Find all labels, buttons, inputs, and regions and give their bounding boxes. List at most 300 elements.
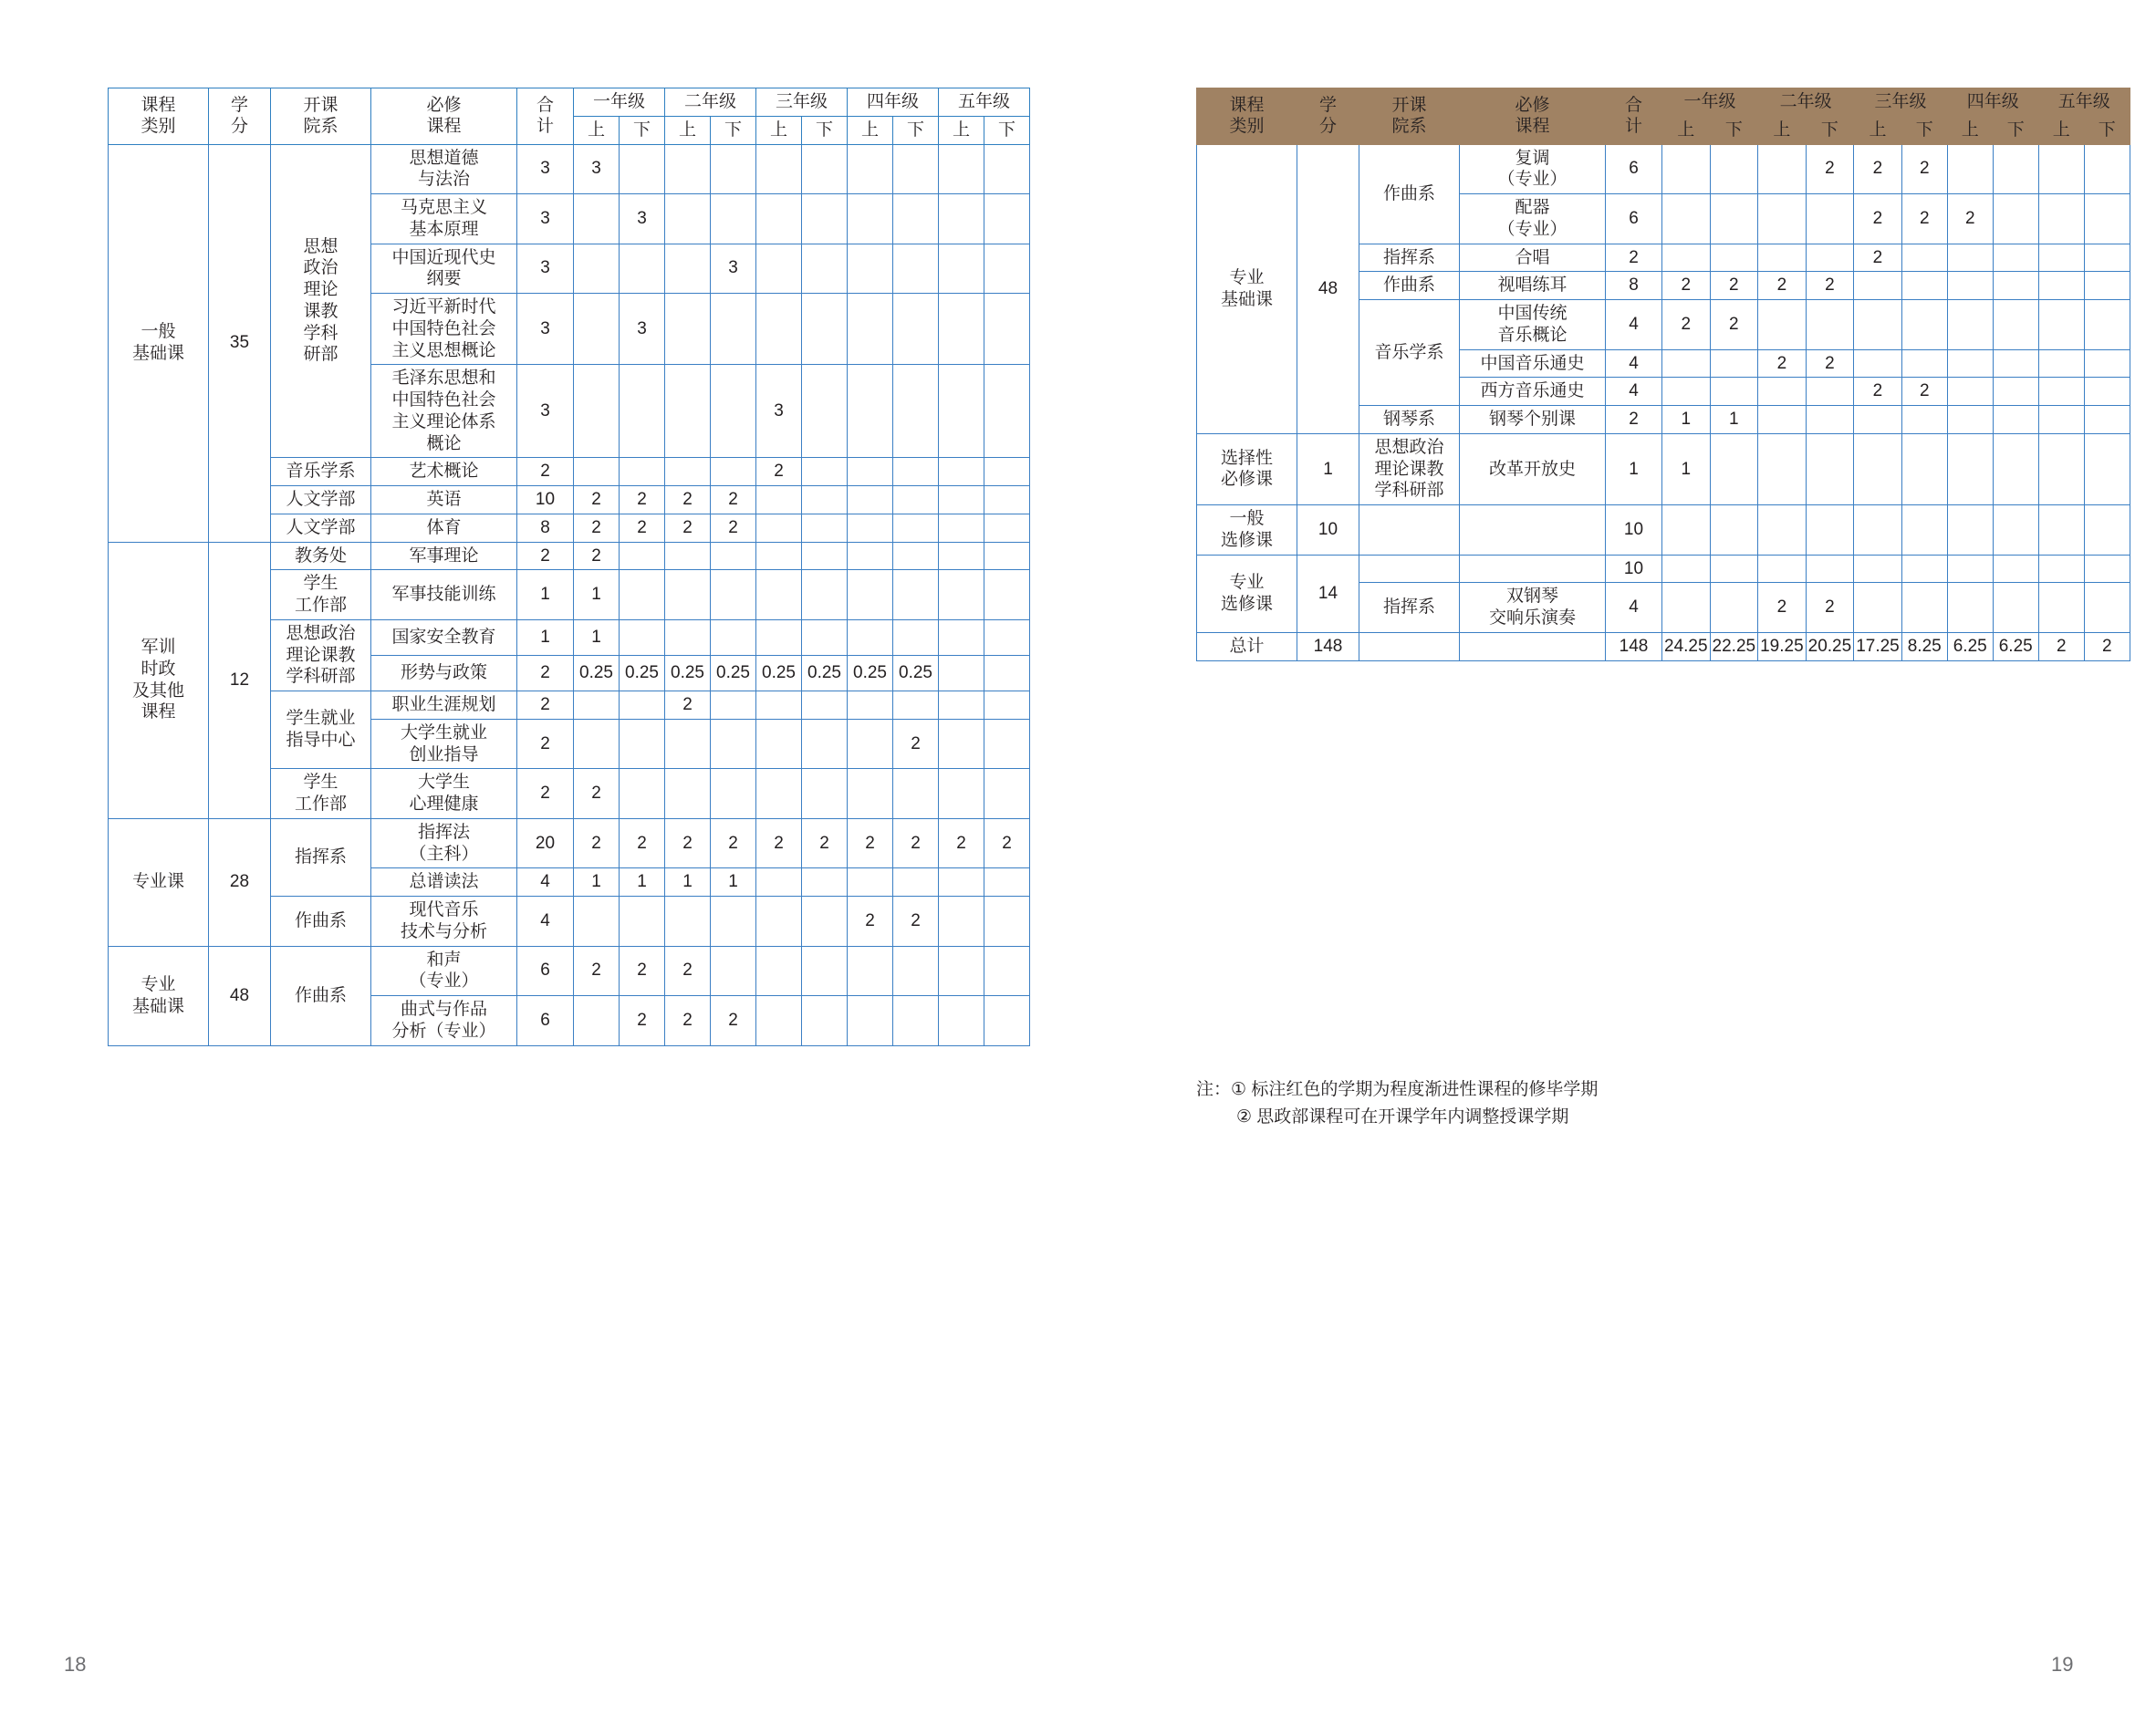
- header-term: 上: [939, 116, 984, 144]
- term-hours-cell: [1662, 505, 1711, 556]
- total-credits-cell: 3: [517, 294, 574, 365]
- term-hours-cell: 2: [665, 514, 711, 542]
- course-name-cell: 西方音乐通史: [1460, 378, 1606, 406]
- header-total: 合 计: [517, 88, 574, 145]
- term-hours-cell: [1947, 555, 1993, 583]
- term-hours-cell: 2: [756, 458, 802, 486]
- term-hours-cell: [1993, 378, 2038, 406]
- course-name-cell: 现代音乐 技术与分析: [371, 897, 517, 947]
- empty-cell: [1359, 632, 1460, 660]
- total-credits-cell: 2: [517, 769, 574, 819]
- term-hours-cell: [574, 365, 620, 458]
- header-total: 合 计: [1606, 88, 1662, 145]
- term-hours-cell: [756, 144, 802, 194]
- term-hours-cell: [756, 194, 802, 244]
- department-cell: 思想政治 理论课教 学科研部: [271, 619, 371, 691]
- term-hours-cell: [802, 365, 848, 458]
- term-hours-cell: [984, 719, 1030, 769]
- term-hours-cell: 2: [711, 818, 756, 868]
- term-hours-cell: [711, 769, 756, 819]
- total-credits-cell: 8: [517, 514, 574, 542]
- term-hours-cell: [1854, 406, 1902, 434]
- term-hours-cell: [2084, 244, 2130, 272]
- term-hours-cell: [802, 619, 848, 655]
- term-hours-cell: [1854, 555, 1902, 583]
- table-row: [109, 818, 1030, 868]
- term-hours-cell: [1947, 505, 1993, 556]
- term-hours-cell: [893, 996, 939, 1046]
- term-hours-cell: [1854, 272, 1902, 300]
- term-hours-cell: 2: [620, 818, 665, 868]
- term-hours-cell: [1993, 433, 2038, 504]
- table-body: [109, 144, 1030, 1045]
- term-hours-cell: [1806, 505, 1854, 556]
- term-hours-cell: [848, 868, 893, 897]
- curriculum-table-left: [108, 88, 1030, 1046]
- table-body: [1197, 144, 2130, 660]
- term-hours-cell: [2084, 505, 2130, 556]
- grand-total-cell: 148: [1606, 632, 1662, 660]
- term-hours-cell: [2038, 433, 2084, 504]
- term-hours-cell: [1854, 583, 1902, 633]
- term-hours-cell: [893, 486, 939, 514]
- table-row: [1197, 144, 2130, 194]
- term-hours-cell: [1710, 378, 1758, 406]
- course-name-cell: 配器 （专业）: [1460, 194, 1606, 244]
- term-hours-cell: 0.25: [665, 655, 711, 691]
- term-hours-cell: [665, 769, 711, 819]
- term-hours-cell: 3: [756, 365, 802, 458]
- header-year-4: 四年级: [848, 88, 939, 117]
- course-category-cell: 专业课: [109, 818, 209, 946]
- term-hours-cell: 2: [893, 719, 939, 769]
- table-notes: [1196, 1076, 1598, 1132]
- term-hours-cell: [1710, 194, 1758, 244]
- term-hours-cell: [802, 868, 848, 897]
- term-hours-cell: [2038, 244, 2084, 272]
- term-hours-cell: [756, 486, 802, 514]
- course-category-cell: 一般 基础课: [109, 144, 209, 542]
- term-total-cell: 20.25: [1806, 632, 1854, 660]
- credits-cell: 48: [209, 946, 271, 1045]
- term-hours-cell: [984, 868, 1030, 897]
- term-hours-cell: [1662, 349, 1711, 378]
- term-hours-cell: 2: [665, 996, 711, 1046]
- term-hours-cell: 0.25: [620, 655, 665, 691]
- header-term: 上: [848, 116, 893, 144]
- term-hours-cell: [574, 244, 620, 294]
- term-hours-cell: [984, 458, 1030, 486]
- department-cell: 音乐学系: [271, 458, 371, 486]
- term-hours-cell: [893, 144, 939, 194]
- course-name-cell: 毛泽东思想和 中国特色社会 主义理论体系 概论: [371, 365, 517, 458]
- course-category-cell: 一般 选修课: [1197, 505, 1297, 556]
- course-name-cell: 军事理论: [371, 542, 517, 570]
- term-hours-cell: [1947, 272, 1993, 300]
- header-term: 上: [756, 116, 802, 144]
- term-hours-cell: [1993, 194, 2038, 244]
- term-hours-cell: [665, 542, 711, 570]
- term-hours-cell: [984, 486, 1030, 514]
- total-credits-cell: 3: [517, 365, 574, 458]
- term-hours-cell: [1901, 583, 1947, 633]
- term-hours-cell: [984, 996, 1030, 1046]
- term-hours-cell: [984, 194, 1030, 244]
- term-hours-cell: [848, 244, 893, 294]
- course-name-cell: 大学生就业 创业指导: [371, 719, 517, 769]
- term-hours-cell: [574, 458, 620, 486]
- term-hours-cell: [848, 486, 893, 514]
- course-category-cell: 专业 选修课: [1197, 555, 1297, 632]
- course-name-cell: 形势与政策: [371, 655, 517, 691]
- term-hours-cell: [1710, 349, 1758, 378]
- department-cell: 指挥系: [1359, 244, 1460, 272]
- term-hours-cell: [1710, 505, 1758, 556]
- term-hours-cell: [1806, 194, 1854, 244]
- total-row: [1197, 632, 2130, 660]
- term-hours-cell: 2: [1854, 244, 1902, 272]
- department-cell: 钢琴系: [1359, 406, 1460, 434]
- term-hours-cell: [620, 769, 665, 819]
- empty-cell: [1460, 632, 1606, 660]
- term-total-cell: 2: [2038, 632, 2084, 660]
- term-hours-cell: [939, 897, 984, 947]
- course-name-cell: 视唱练耳: [1460, 272, 1606, 300]
- course-name-cell: 军事技能训练: [371, 570, 517, 620]
- term-hours-cell: [848, 144, 893, 194]
- term-hours-cell: [1901, 406, 1947, 434]
- term-hours-cell: [893, 294, 939, 365]
- term-hours-cell: [2084, 194, 2130, 244]
- term-hours-cell: [893, 458, 939, 486]
- term-hours-cell: [1947, 300, 1993, 350]
- term-hours-cell: [711, 719, 756, 769]
- course-name-cell: [1460, 555, 1606, 583]
- term-hours-cell: [1662, 244, 1711, 272]
- term-hours-cell: [939, 144, 984, 194]
- term-hours-cell: [574, 996, 620, 1046]
- term-hours-cell: 2: [1758, 349, 1807, 378]
- term-hours-cell: [893, 514, 939, 542]
- term-hours-cell: [756, 514, 802, 542]
- term-hours-cell: 2: [711, 514, 756, 542]
- course-category-cell: 选择性 必修课: [1197, 433, 1297, 504]
- term-hours-cell: [1901, 272, 1947, 300]
- term-hours-cell: [984, 244, 1030, 294]
- term-hours-cell: 0.25: [574, 655, 620, 691]
- term-hours-cell: 1: [1710, 406, 1758, 434]
- course-name-cell: 总谱读法: [371, 868, 517, 897]
- term-hours-cell: [756, 619, 802, 655]
- table-header-row-1: [1197, 88, 2130, 117]
- term-hours-cell: [711, 294, 756, 365]
- term-hours-cell: [848, 691, 893, 720]
- term-hours-cell: [984, 897, 1030, 947]
- term-hours-cell: 2: [620, 996, 665, 1046]
- term-hours-cell: [984, 514, 1030, 542]
- header-department: 开课 院系: [271, 88, 371, 145]
- header-department: 开课 院系: [1359, 88, 1460, 145]
- term-hours-cell: [2038, 144, 2084, 194]
- term-hours-cell: [711, 946, 756, 996]
- term-hours-cell: [1854, 349, 1902, 378]
- term-hours-cell: 0.25: [802, 655, 848, 691]
- term-hours-cell: [620, 719, 665, 769]
- term-hours-cell: [1758, 300, 1807, 350]
- term-hours-cell: 1: [711, 868, 756, 897]
- total-credits-cell: 6: [1606, 144, 1662, 194]
- term-hours-cell: 2: [1901, 194, 1947, 244]
- term-hours-cell: [711, 194, 756, 244]
- term-hours-cell: [1662, 194, 1711, 244]
- term-hours-cell: [802, 294, 848, 365]
- term-hours-cell: [574, 294, 620, 365]
- header-term: 下: [1993, 116, 2038, 144]
- term-hours-cell: [2038, 300, 2084, 350]
- term-hours-cell: [1806, 244, 1854, 272]
- course-category-cell: 专业 基础课: [1197, 144, 1297, 433]
- credits-cell: 35: [209, 144, 271, 542]
- term-hours-cell: [1806, 300, 1854, 350]
- term-hours-cell: 1: [1662, 433, 1711, 504]
- total-credits-cell: 2: [517, 655, 574, 691]
- term-hours-cell: [665, 244, 711, 294]
- total-credits-cell: 4: [517, 897, 574, 947]
- term-hours-cell: [711, 619, 756, 655]
- term-hours-cell: [756, 719, 802, 769]
- term-hours-cell: [665, 719, 711, 769]
- course-name-cell: 中国音乐通史: [1460, 349, 1606, 378]
- course-name-cell: 习近平新时代 中国特色社会 主义思想概论: [371, 294, 517, 365]
- term-hours-cell: 2: [574, 486, 620, 514]
- term-hours-cell: [711, 458, 756, 486]
- header-year-1: 一年级: [1662, 88, 1758, 117]
- term-hours-cell: [984, 144, 1030, 194]
- term-hours-cell: 3: [620, 194, 665, 244]
- term-hours-cell: 2: [620, 486, 665, 514]
- term-hours-cell: 2: [711, 996, 756, 1046]
- term-hours-cell: 2: [848, 818, 893, 868]
- term-hours-cell: 2: [620, 514, 665, 542]
- term-total-cell: 2: [2084, 632, 2130, 660]
- term-hours-cell: [802, 194, 848, 244]
- term-hours-cell: [1947, 378, 1993, 406]
- term-hours-cell: [1758, 194, 1807, 244]
- header-term: 下: [893, 116, 939, 144]
- term-hours-cell: 2: [665, 486, 711, 514]
- term-hours-cell: [1758, 505, 1807, 556]
- term-hours-cell: [2038, 505, 2084, 556]
- term-hours-cell: 0.25: [756, 655, 802, 691]
- term-hours-cell: [2038, 583, 2084, 633]
- term-hours-cell: [665, 194, 711, 244]
- term-hours-cell: [893, 619, 939, 655]
- term-hours-cell: 1: [1662, 406, 1711, 434]
- header-year-3: 三年级: [1854, 88, 1948, 117]
- department-cell: 作曲系: [271, 897, 371, 947]
- term-hours-cell: [802, 769, 848, 819]
- term-hours-cell: [756, 294, 802, 365]
- course-name-cell: 双钢琴 交响乐演奏: [1460, 583, 1606, 633]
- course-name-cell: 中国传统 音乐概论: [1460, 300, 1606, 350]
- term-hours-cell: [984, 570, 1030, 620]
- department-cell: 教务处: [271, 542, 371, 570]
- total-credits-cell: 3: [517, 194, 574, 244]
- term-hours-cell: [893, 570, 939, 620]
- term-hours-cell: [1806, 378, 1854, 406]
- course-name-cell: 马克思主义 基本原理: [371, 194, 517, 244]
- term-hours-cell: [2084, 555, 2130, 583]
- term-hours-cell: [939, 542, 984, 570]
- term-hours-cell: [711, 897, 756, 947]
- term-hours-cell: [711, 691, 756, 720]
- header-term: 上: [2038, 116, 2084, 144]
- term-hours-cell: [939, 365, 984, 458]
- term-hours-cell: [802, 719, 848, 769]
- term-hours-cell: 2: [1806, 272, 1854, 300]
- total-credits-cell: 2: [1606, 406, 1662, 434]
- header-term: 下: [711, 116, 756, 144]
- term-hours-cell: [665, 570, 711, 620]
- term-hours-cell: [2038, 555, 2084, 583]
- term-hours-cell: [893, 868, 939, 897]
- course-name-cell: 职业生涯规划: [371, 691, 517, 720]
- term-hours-cell: [1901, 505, 1947, 556]
- term-total-cell: 17.25: [1854, 632, 1902, 660]
- term-hours-cell: [802, 691, 848, 720]
- course-name-cell: 指挥法 （主科）: [371, 818, 517, 868]
- term-hours-cell: [939, 655, 984, 691]
- term-hours-cell: [802, 244, 848, 294]
- term-hours-cell: 2: [711, 486, 756, 514]
- term-hours-cell: 2: [802, 818, 848, 868]
- total-credits-cell: 3: [517, 244, 574, 294]
- total-credits-cell: 8: [1606, 272, 1662, 300]
- term-hours-cell: [665, 144, 711, 194]
- term-hours-cell: 2: [1806, 583, 1854, 633]
- total-credits-cell: 1: [517, 570, 574, 620]
- term-hours-cell: [939, 619, 984, 655]
- term-hours-cell: [756, 868, 802, 897]
- term-hours-cell: [1993, 505, 2038, 556]
- term-hours-cell: [984, 294, 1030, 365]
- term-hours-cell: [1901, 300, 1947, 350]
- term-hours-cell: [1947, 144, 1993, 194]
- course-name-cell: 国家安全教育: [371, 619, 517, 655]
- term-hours-cell: 1: [574, 570, 620, 620]
- term-hours-cell: 0.25: [711, 655, 756, 691]
- term-hours-cell: [1993, 144, 2038, 194]
- term-hours-cell: [939, 486, 984, 514]
- term-hours-cell: [939, 244, 984, 294]
- term-hours-cell: [1993, 349, 2038, 378]
- term-hours-cell: [848, 619, 893, 655]
- term-hours-cell: [756, 570, 802, 620]
- department-cell: 学生 工作部: [271, 570, 371, 620]
- header-year-5: 五年级: [939, 88, 1030, 117]
- term-hours-cell: [1854, 505, 1902, 556]
- total-credits-cell: 2: [517, 719, 574, 769]
- department-cell: [1359, 555, 1460, 583]
- term-hours-cell: [665, 897, 711, 947]
- term-hours-cell: 2: [1947, 194, 1993, 244]
- term-hours-cell: [848, 769, 893, 819]
- header-credits: 学 分: [209, 88, 271, 145]
- term-hours-cell: [1662, 583, 1711, 633]
- total-credits-cell: 3: [517, 144, 574, 194]
- term-hours-cell: [1710, 144, 1758, 194]
- department-cell: 学生 工作部: [271, 769, 371, 819]
- header-term: 上: [1662, 116, 1711, 144]
- term-hours-cell: [802, 946, 848, 996]
- header-term: 上: [1947, 116, 1993, 144]
- department-cell: 指挥系: [271, 818, 371, 896]
- department-cell: [1359, 505, 1460, 556]
- header-term: 下: [2084, 116, 2130, 144]
- department-cell: 思想政治 理论课教 学科研部: [1359, 433, 1460, 504]
- term-hours-cell: [665, 294, 711, 365]
- term-hours-cell: [1947, 433, 1993, 504]
- term-hours-cell: [848, 194, 893, 244]
- term-hours-cell: [893, 691, 939, 720]
- term-hours-cell: 2: [848, 897, 893, 947]
- term-hours-cell: [939, 514, 984, 542]
- term-hours-cell: 1: [620, 868, 665, 897]
- course-name-cell: 体育: [371, 514, 517, 542]
- department-cell: 学生就业 指导中心: [271, 691, 371, 769]
- table-header-row-1: [109, 88, 1030, 117]
- term-hours-cell: [2038, 349, 2084, 378]
- term-hours-cell: 2: [574, 542, 620, 570]
- course-name-cell: 中国近现代史 纲要: [371, 244, 517, 294]
- term-hours-cell: [848, 996, 893, 1046]
- term-hours-cell: [1947, 244, 1993, 272]
- term-hours-cell: [848, 542, 893, 570]
- table-row: [1197, 433, 2130, 504]
- term-hours-cell: [756, 769, 802, 819]
- term-hours-cell: 2: [1854, 144, 1902, 194]
- term-hours-cell: [620, 897, 665, 947]
- term-hours-cell: [2038, 194, 2084, 244]
- term-hours-cell: [848, 365, 893, 458]
- term-hours-cell: [1806, 433, 1854, 504]
- department-cell: 作曲系: [1359, 272, 1460, 300]
- total-credits-cell: 4: [1606, 583, 1662, 633]
- term-hours-cell: [1947, 406, 1993, 434]
- term-hours-cell: [2084, 349, 2130, 378]
- course-name-cell: 和声 （专业）: [371, 946, 517, 996]
- header-term: 上: [1854, 116, 1902, 144]
- term-hours-cell: [1993, 244, 2038, 272]
- term-hours-cell: [802, 458, 848, 486]
- term-hours-cell: [939, 996, 984, 1046]
- course-name-cell: 思想道德 与法治: [371, 144, 517, 194]
- term-hours-cell: 2: [1662, 272, 1711, 300]
- term-hours-cell: [1947, 583, 1993, 633]
- term-hours-cell: 2: [574, 818, 620, 868]
- term-total-cell: 6.25: [1947, 632, 1993, 660]
- term-hours-cell: 2: [1854, 378, 1902, 406]
- term-hours-cell: [620, 619, 665, 655]
- term-hours-cell: 1: [665, 868, 711, 897]
- department-cell: 作曲系: [271, 946, 371, 1045]
- term-hours-cell: [1758, 244, 1807, 272]
- term-hours-cell: [848, 946, 893, 996]
- term-hours-cell: [1993, 272, 2038, 300]
- header-course: 必修 课程: [1460, 88, 1606, 145]
- total-label-cell: 总计: [1197, 632, 1297, 660]
- term-hours-cell: [1662, 144, 1711, 194]
